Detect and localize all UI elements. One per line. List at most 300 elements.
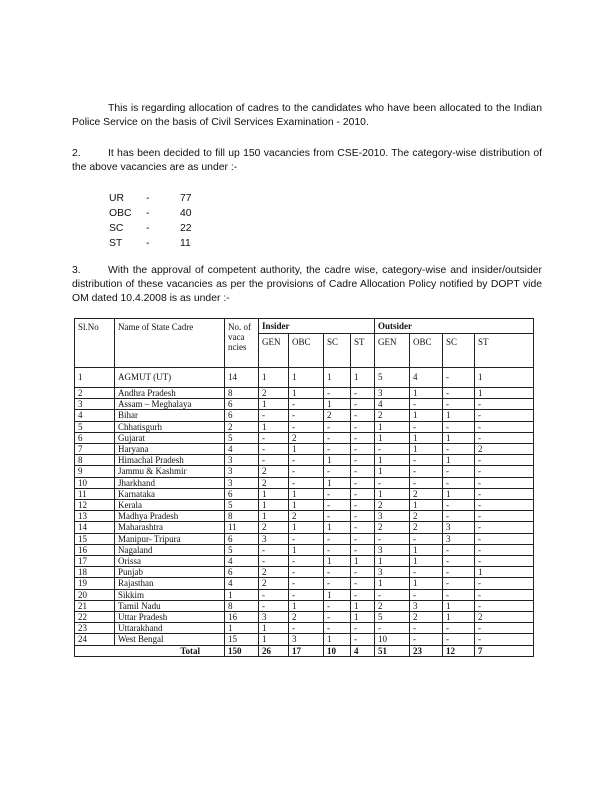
- cell-outsider-sc: -: [443, 500, 475, 511]
- cell-outsider-obc: 2: [410, 511, 443, 522]
- cell-outsider-st: -: [475, 578, 534, 589]
- total-insider-obc: 17: [289, 645, 324, 657]
- cell-insider-gen: -: [259, 589, 289, 600]
- cell-outsider-gen: -: [375, 589, 410, 600]
- table-row: [75, 500, 534, 511]
- cell-outsider-sc: -: [443, 634, 475, 645]
- cell-insider-obc: 1: [289, 544, 324, 555]
- cell-vacancies: 4: [225, 444, 259, 455]
- table-row: [75, 444, 534, 455]
- cell-insider-obc: 1: [289, 368, 324, 388]
- cell-vacancies: 8: [225, 600, 259, 611]
- table-row: [75, 612, 534, 623]
- cell-outsider-gen: 2: [375, 600, 410, 611]
- cell-insider-gen: -: [259, 544, 289, 555]
- cell-outsider-obc: -: [410, 466, 443, 477]
- cell-slno: 12: [75, 500, 115, 511]
- category-name: UR: [109, 193, 125, 204]
- cell-insider-obc: -: [289, 421, 324, 432]
- cell-vacancies: 11: [225, 522, 259, 533]
- cell-outsider-st: -: [475, 511, 534, 522]
- cell-outsider-obc: -: [410, 399, 443, 410]
- cell-outsider-st: -: [475, 488, 534, 499]
- cell-outsider-obc: -: [410, 455, 443, 466]
- cell-cadre: Uttar Pradesh: [115, 612, 225, 623]
- cell-outsider-sc: -: [443, 421, 475, 432]
- cell-cadre: Himachal Pradesh: [115, 455, 225, 466]
- cell-insider-gen: -: [259, 600, 289, 611]
- cell-cadre: AGMUT (UT): [115, 368, 225, 388]
- cell-vacancies: 6: [225, 533, 259, 544]
- cell-slno: 10: [75, 477, 115, 488]
- cell-outsider-st: -: [475, 623, 534, 634]
- table-row: [75, 410, 534, 421]
- cell-cadre: Manipur- Tripura: [115, 533, 225, 544]
- category-name: OBC: [109, 208, 132, 219]
- cell-outsider-obc: 1: [410, 432, 443, 443]
- header-outsider-gen: GEN: [375, 334, 410, 368]
- cell-insider-obc: 1: [289, 388, 324, 399]
- cell-insider-sc: -: [324, 544, 351, 555]
- cell-cadre: Punjab: [115, 567, 225, 578]
- cell-outsider-gen: 1: [375, 556, 410, 567]
- cell-insider-sc: -: [324, 511, 351, 522]
- cell-insider-gen: 2: [259, 466, 289, 477]
- cell-cadre: Jharkhand: [115, 477, 225, 488]
- cell-cadre: West Bengal: [115, 634, 225, 645]
- cell-insider-sc: -: [324, 623, 351, 634]
- header-vacancies: No. of vaca ncies: [225, 319, 259, 368]
- cell-slno: 4: [75, 410, 115, 421]
- paragraph-3: [72, 264, 542, 306]
- total-outsider-st: 7: [475, 645, 534, 657]
- header-cadre: Name of State Cadre: [115, 319, 225, 368]
- cell-outsider-gen: 5: [375, 612, 410, 623]
- cell-cadre: Rajasthan: [115, 578, 225, 589]
- cell-insider-obc: -: [289, 399, 324, 410]
- cell-outsider-sc: -: [443, 511, 475, 522]
- cell-vacancies: 6: [225, 410, 259, 421]
- cell-outsider-obc: 2: [410, 612, 443, 623]
- cell-insider-st: -: [351, 634, 375, 645]
- cell-outsider-obc: 1: [410, 388, 443, 399]
- cell-insider-obc: 3: [289, 634, 324, 645]
- table-row: [75, 432, 534, 443]
- table-row: [75, 567, 534, 578]
- cell-slno: 15: [75, 533, 115, 544]
- cell-insider-st: -: [351, 567, 375, 578]
- cell-outsider-obc: 4: [410, 368, 443, 388]
- cell-slno: 19: [75, 578, 115, 589]
- cell-insider-gen: -: [259, 432, 289, 443]
- table-row: [75, 477, 534, 488]
- table-body: [75, 368, 534, 657]
- total-outsider-gen: 51: [375, 645, 410, 657]
- cell-insider-obc: -: [289, 589, 324, 600]
- paragraph-3-text: With the approval of competent authority, the cadre wise, category-wise and insider/outsider distribution of these vacancies as per the provisions of Cadre Allocation Policy notified by DOPT vide OM dated 10.4.2008 is as under :-: [72, 265, 542, 304]
- cell-slno: 3: [75, 399, 115, 410]
- category-row: [109, 221, 229, 236]
- cell-cadre: Gujarat: [115, 432, 225, 443]
- cell-insider-gen: 1: [259, 421, 289, 432]
- cell-insider-gen: 2: [259, 578, 289, 589]
- cell-vacancies: 5: [225, 432, 259, 443]
- table-row: [75, 455, 534, 466]
- cell-cadre: Maharashtra: [115, 522, 225, 533]
- paragraph-1-text: This is regarding allocation of cadres to the candidates who have been allocated to the Indian Police Service on the basis of Civil Services Examination - 2010.: [72, 103, 542, 128]
- header-insider-obc: OBC: [289, 334, 324, 368]
- cell-outsider-gen: 2: [375, 500, 410, 511]
- cell-insider-obc: -: [289, 533, 324, 544]
- cell-cadre: Karnataka: [115, 488, 225, 499]
- cell-outsider-sc: 1: [443, 488, 475, 499]
- cell-cadre: Jammu & Kashmir: [115, 466, 225, 477]
- cell-vacancies: 5: [225, 500, 259, 511]
- cell-vacancies: 6: [225, 488, 259, 499]
- cell-outsider-sc: -: [443, 466, 475, 477]
- cell-outsider-sc: -: [443, 399, 475, 410]
- cell-outsider-st: -: [475, 421, 534, 432]
- cell-outsider-gen: -: [375, 533, 410, 544]
- cell-insider-st: -: [351, 455, 375, 466]
- cell-outsider-st: -: [475, 533, 534, 544]
- cell-outsider-obc: 1: [410, 444, 443, 455]
- table-row: [75, 589, 534, 600]
- cell-vacancies: 14: [225, 368, 259, 388]
- cell-outsider-obc: -: [410, 421, 443, 432]
- cell-insider-obc: 2: [289, 612, 324, 623]
- cell-outsider-st: 2: [475, 612, 534, 623]
- category-row: [109, 206, 229, 221]
- cell-vacancies: 3: [225, 477, 259, 488]
- cell-insider-obc: -: [289, 556, 324, 567]
- cell-outsider-st: -: [475, 500, 534, 511]
- category-dash: -: [146, 208, 150, 219]
- cell-outsider-gen: 3: [375, 567, 410, 578]
- cell-outsider-gen: 4: [375, 399, 410, 410]
- cell-vacancies: 6: [225, 399, 259, 410]
- cell-outsider-sc: 3: [443, 533, 475, 544]
- cadre-distribution-table: [74, 318, 534, 657]
- cell-outsider-st: 1: [475, 388, 534, 399]
- category-value: 77: [180, 193, 192, 204]
- cell-insider-obc: 1: [289, 500, 324, 511]
- cell-outsider-st: -: [475, 466, 534, 477]
- cell-insider-sc: -: [324, 444, 351, 455]
- total-insider-st: 4: [351, 645, 375, 657]
- header-insider-sc: SC: [324, 334, 351, 368]
- cell-outsider-st: -: [475, 432, 534, 443]
- cell-vacancies: 5: [225, 544, 259, 555]
- cell-outsider-obc: -: [410, 533, 443, 544]
- cell-insider-st: -: [351, 623, 375, 634]
- cell-insider-sc: -: [324, 567, 351, 578]
- cell-outsider-obc: 1: [410, 500, 443, 511]
- cell-outsider-sc: -: [443, 388, 475, 399]
- cell-insider-gen: 1: [259, 368, 289, 388]
- cell-insider-st: -: [351, 444, 375, 455]
- cell-outsider-sc: 3: [443, 522, 475, 533]
- cell-outsider-st: -: [475, 522, 534, 533]
- cell-outsider-obc: 1: [410, 556, 443, 567]
- table-row: [75, 578, 534, 589]
- cell-outsider-gen: -: [375, 477, 410, 488]
- cell-outsider-obc: 2: [410, 522, 443, 533]
- total-outsider-sc: 12: [443, 645, 475, 657]
- header-outsider: Outsider: [375, 319, 534, 334]
- cell-insider-gen: 2: [259, 477, 289, 488]
- paragraph-2: [72, 147, 542, 175]
- cell-vacancies: 6: [225, 567, 259, 578]
- cell-insider-st: -: [351, 421, 375, 432]
- cell-outsider-gen: 3: [375, 511, 410, 522]
- cell-vacancies: 3: [225, 466, 259, 477]
- cell-outsider-gen: 5: [375, 368, 410, 388]
- table-row: [75, 488, 534, 499]
- cell-outsider-st: -: [475, 399, 534, 410]
- cell-cadre: Tamil Nadu: [115, 600, 225, 611]
- cell-insider-st: -: [351, 589, 375, 600]
- cell-insider-sc: 1: [324, 556, 351, 567]
- cell-vacancies: 1: [225, 623, 259, 634]
- cell-insider-sc: 1: [324, 522, 351, 533]
- cell-outsider-st: 1: [475, 567, 534, 578]
- cell-insider-gen: -: [259, 444, 289, 455]
- cell-outsider-obc: -: [410, 634, 443, 645]
- cell-insider-sc: 1: [324, 477, 351, 488]
- cell-insider-st: -: [351, 544, 375, 555]
- cell-cadre: Assam – Meghalaya: [115, 399, 225, 410]
- cell-slno: 9: [75, 466, 115, 477]
- category-dash: -: [146, 223, 150, 234]
- cell-outsider-obc: 1: [410, 578, 443, 589]
- paragraph-3-number: 3.: [72, 265, 81, 276]
- table-row: [75, 556, 534, 567]
- cell-outsider-gen: -: [375, 623, 410, 634]
- cell-insider-sc: -: [324, 388, 351, 399]
- total-insider-gen: 26: [259, 645, 289, 657]
- cell-outsider-sc: -: [443, 578, 475, 589]
- cell-cadre: Chhatisgurh: [115, 421, 225, 432]
- cell-outsider-gen: 1: [375, 432, 410, 443]
- category-list: [109, 191, 229, 251]
- cell-outsider-gen: 1: [375, 488, 410, 499]
- cell-slno: 24: [75, 634, 115, 645]
- category-dash: -: [146, 238, 150, 249]
- cell-outsider-st: 1: [475, 368, 534, 388]
- paragraph-2-number: 2.: [72, 148, 81, 159]
- cell-outsider-gen: 1: [375, 578, 410, 589]
- cell-slno: 2: [75, 388, 115, 399]
- cell-insider-st: -: [351, 533, 375, 544]
- cell-outsider-st: -: [475, 600, 534, 611]
- cell-insider-gen: 1: [259, 500, 289, 511]
- category-name: SC: [109, 223, 124, 234]
- cell-insider-sc: 1: [324, 399, 351, 410]
- cell-outsider-gen: 1: [375, 421, 410, 432]
- cell-insider-sc: 2: [324, 410, 351, 421]
- cell-outsider-sc: -: [443, 368, 475, 388]
- cell-outsider-st: -: [475, 410, 534, 421]
- cell-slno: 11: [75, 488, 115, 499]
- table-row: [75, 421, 534, 432]
- cell-outsider-gen: -: [375, 444, 410, 455]
- header-slno: Sl.No: [75, 319, 115, 368]
- cell-insider-sc: -: [324, 612, 351, 623]
- cell-outsider-sc: -: [443, 544, 475, 555]
- cell-insider-obc: -: [289, 477, 324, 488]
- cell-outsider-sc: -: [443, 623, 475, 634]
- category-name: ST: [109, 238, 123, 249]
- cell-slno: 22: [75, 612, 115, 623]
- cell-slno: 6: [75, 432, 115, 443]
- cell-slno: 8: [75, 455, 115, 466]
- total-label: Total: [75, 645, 225, 657]
- cell-insider-st: -: [351, 522, 375, 533]
- cell-outsider-gen: 1: [375, 455, 410, 466]
- cell-insider-st: -: [351, 500, 375, 511]
- cell-insider-obc: 1: [289, 444, 324, 455]
- total-vacancies: 150: [225, 645, 259, 657]
- cell-insider-obc: 2: [289, 511, 324, 522]
- cell-outsider-gen: 2: [375, 410, 410, 421]
- cell-cadre: Madhya Pradesh: [115, 511, 225, 522]
- category-value: 22: [180, 223, 192, 234]
- cell-outsider-gen: 3: [375, 544, 410, 555]
- cell-slno: 20: [75, 589, 115, 600]
- cell-insider-sc: 1: [324, 455, 351, 466]
- cell-outsider-obc: 2: [410, 488, 443, 499]
- cell-outsider-st: -: [475, 589, 534, 600]
- table-row: [75, 600, 534, 611]
- cell-insider-sc: -: [324, 466, 351, 477]
- cell-insider-gen: -: [259, 455, 289, 466]
- cell-insider-sc: -: [324, 578, 351, 589]
- cell-outsider-st: -: [475, 634, 534, 645]
- cell-outsider-gen: 2: [375, 522, 410, 533]
- cell-slno: 7: [75, 444, 115, 455]
- cell-insider-obc: -: [289, 567, 324, 578]
- cell-vacancies: 16: [225, 612, 259, 623]
- cell-vacancies: 8: [225, 388, 259, 399]
- cell-insider-sc: -: [324, 533, 351, 544]
- cell-cadre: Bihar: [115, 410, 225, 421]
- cell-outsider-obc: 1: [410, 544, 443, 555]
- cell-outsider-sc: -: [443, 477, 475, 488]
- cell-insider-obc: -: [289, 455, 324, 466]
- cell-outsider-obc: -: [410, 477, 443, 488]
- cell-insider-st: 1: [351, 612, 375, 623]
- cell-outsider-st: 2: [475, 444, 534, 455]
- cell-insider-obc: -: [289, 466, 324, 477]
- cell-insider-st: 1: [351, 556, 375, 567]
- cell-outsider-obc: -: [410, 623, 443, 634]
- total-outsider-obc: 23: [410, 645, 443, 657]
- category-dash: -: [146, 193, 150, 204]
- cell-outsider-st: -: [475, 544, 534, 555]
- cell-outsider-obc: -: [410, 589, 443, 600]
- cell-outsider-sc: -: [443, 444, 475, 455]
- cell-insider-obc: 1: [289, 600, 324, 611]
- cell-insider-st: 1: [351, 368, 375, 388]
- cell-insider-sc: -: [324, 421, 351, 432]
- cell-outsider-st: -: [475, 556, 534, 567]
- cell-slno: 17: [75, 556, 115, 567]
- category-value: 40: [180, 208, 192, 219]
- cell-outsider-obc: -: [410, 567, 443, 578]
- table-row: [75, 466, 534, 477]
- cell-slno: 21: [75, 600, 115, 611]
- cell-insider-gen: 3: [259, 612, 289, 623]
- cell-insider-gen: 1: [259, 634, 289, 645]
- cell-insider-obc: 1: [289, 522, 324, 533]
- cell-insider-st: -: [351, 410, 375, 421]
- cell-outsider-sc: -: [443, 567, 475, 578]
- cell-insider-gen: 1: [259, 399, 289, 410]
- header-insider: Insider: [259, 319, 375, 334]
- paragraph-1: [72, 102, 542, 130]
- cell-insider-obc: 2: [289, 432, 324, 443]
- cell-cadre: Sikkim: [115, 589, 225, 600]
- cell-cadre: Orissa: [115, 556, 225, 567]
- cell-insider-st: -: [351, 466, 375, 477]
- category-value: 11: [180, 238, 191, 249]
- cell-outsider-gen: 10: [375, 634, 410, 645]
- header-outsider-sc: SC: [443, 334, 475, 368]
- cell-insider-sc: 1: [324, 368, 351, 388]
- table-row: [75, 399, 534, 410]
- header-insider-st: ST: [351, 334, 375, 368]
- cell-cadre: Nagaland: [115, 544, 225, 555]
- category-row: [109, 236, 229, 251]
- cell-cadre: Uttarakhand: [115, 623, 225, 634]
- header-outsider-st: ST: [475, 334, 534, 368]
- cell-insider-gen: 1: [259, 623, 289, 634]
- cell-slno: 18: [75, 567, 115, 578]
- cell-slno: 16: [75, 544, 115, 555]
- table-row: [75, 533, 534, 544]
- cell-outsider-sc: 1: [443, 432, 475, 443]
- cell-insider-st: 1: [351, 600, 375, 611]
- cell-vacancies: 3: [225, 455, 259, 466]
- table-row: [75, 368, 534, 388]
- cell-outsider-sc: -: [443, 589, 475, 600]
- cell-insider-gen: 2: [259, 567, 289, 578]
- cell-insider-sc: -: [324, 500, 351, 511]
- total-insider-sc: 10: [324, 645, 351, 657]
- cell-outsider-st: -: [475, 477, 534, 488]
- cell-insider-st: -: [351, 511, 375, 522]
- table-row: [75, 544, 534, 555]
- cell-insider-st: -: [351, 388, 375, 399]
- cell-outsider-sc: 1: [443, 600, 475, 611]
- cell-insider-sc: 1: [324, 589, 351, 600]
- cell-insider-obc: -: [289, 410, 324, 421]
- header-outsider-obc: OBC: [410, 334, 443, 368]
- table-row: [75, 522, 534, 533]
- cell-slno: 14: [75, 522, 115, 533]
- cell-insider-st: -: [351, 578, 375, 589]
- cell-insider-st: -: [351, 399, 375, 410]
- table-total-row: [75, 645, 534, 657]
- cell-outsider-sc: 1: [443, 410, 475, 421]
- cell-outsider-sc: 1: [443, 455, 475, 466]
- table-row: [75, 634, 534, 645]
- cell-insider-gen: 2: [259, 522, 289, 533]
- cell-insider-sc: -: [324, 600, 351, 611]
- cell-outsider-st: -: [475, 455, 534, 466]
- cell-outsider-gen: 1: [375, 466, 410, 477]
